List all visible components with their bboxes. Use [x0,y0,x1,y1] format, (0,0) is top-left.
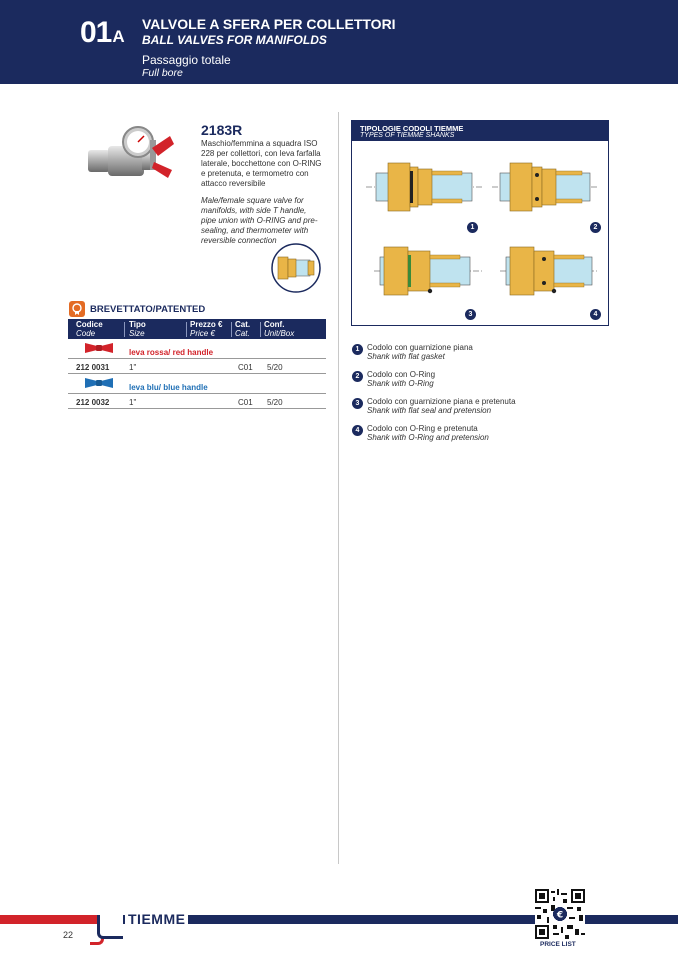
shank-diagram-2 [492,155,598,231]
shank-diagram-4 [500,241,598,311]
shank-badge-4: 4 [590,309,601,320]
header-separator [186,322,187,337]
row-size: 1" [129,363,137,372]
page-header [0,0,678,84]
col-header-size: Tipo Size [129,320,146,338]
section-title-it: VALVOLE A SFERA PER COLLETTORI [142,16,396,32]
footer-navy-hook [97,915,123,939]
col-header-price: Prezzo € Price € [190,320,223,338]
header-separator [124,322,125,337]
shank-types-title-en: TYPES OF TIEMME SHANKS [360,132,455,139]
shank-diagram-1 [366,155,482,231]
bore-type-it: Passaggio totale [142,53,231,67]
row-divider [68,373,326,374]
product-description-it: Maschio/femmina a squadra ISO 228 per collettori, con leva farfalla laterale, bocchettone con O-RING e pretenuta, e termometro con attacco reversibile [201,139,322,188]
row-cat: C01 [238,398,253,407]
row-conf: 5/20 [267,398,283,407]
price-table-header [68,319,326,339]
shank-types-box [351,120,609,326]
red-handle-icon [84,341,114,354]
shank-types-header [352,121,608,141]
legend-text-en: Shank with O-Ring and pretension [367,433,489,442]
header-separator [260,322,261,337]
legend-badge: 4 [352,425,363,436]
product-code: 2183R [201,122,243,138]
row-divider [68,408,326,409]
legend-text-en: Shank with flat gasket [367,352,445,361]
price-list-qr-code[interactable] [535,889,585,939]
legend-text-en: Shank with flat seal and pretension [367,406,492,415]
legend-text-it: Codolo con O-Ring e pretenuta [367,424,478,433]
legend-text-it: Codolo con guarnizione piana [367,343,473,352]
row-code: 212 0032 [76,398,110,407]
brand-logo: TIEMME [125,911,188,927]
section-title-en: BALL VALVES FOR MANIFOLDS [142,33,327,47]
blue-handle-icon [84,376,114,389]
page-number: 22 [63,930,74,940]
handle-label-red: leva rossa/ red handle [129,348,214,357]
bore-type-en: Full bore [142,67,183,79]
svg-text:€: € [556,910,564,921]
ball-valve-image [86,122,186,196]
patent-label: BREVETTATO/PATENTED [90,304,206,315]
legend-text-it: Codolo con O-Ring [367,370,436,379]
shank-diagram-3 [374,241,482,311]
col-header-conf: Conf. Unit/Box [264,320,295,338]
shank-badge-2: 2 [590,222,601,233]
shank-badge-1: 1 [467,222,478,233]
legend-badge: 3 [352,398,363,409]
col-header-cat: Cat. Cat. [235,320,251,338]
col-header-code: Codice Code [76,320,103,338]
column-divider [338,112,339,864]
footer-red-accent [0,915,100,924]
shank-badge-3: 3 [465,309,476,320]
header-separator [231,322,232,337]
row-divider [68,358,326,359]
patent-icon [69,301,85,317]
row-divider [68,393,326,394]
shank-detail-icon [270,242,322,294]
row-code: 212 0031 [76,363,110,372]
legend-badge: 1 [352,344,363,355]
legend-text-it: Codolo con guarnizione piana e pretenuta [367,397,516,406]
section-number: 01A [80,16,124,49]
row-conf: 5/20 [267,363,283,372]
row-size: 1" [129,398,137,407]
price-list-label: PRICE LIST [540,941,576,948]
row-cat: C01 [238,363,253,372]
product-description-en: Male/female square valve for manifolds, with side T handle, pipe union with O-RING and pre-sealing, and thermometer with reversible connection [201,196,318,245]
legend-text-en: Shank with O-Ring [367,379,434,388]
handle-label-blue: leva blu/ blue handle [129,383,208,392]
legend-badge: 2 [352,371,363,382]
shank-types-title-it: TIPOLOGIE CODOLI TIEMME [360,124,464,133]
